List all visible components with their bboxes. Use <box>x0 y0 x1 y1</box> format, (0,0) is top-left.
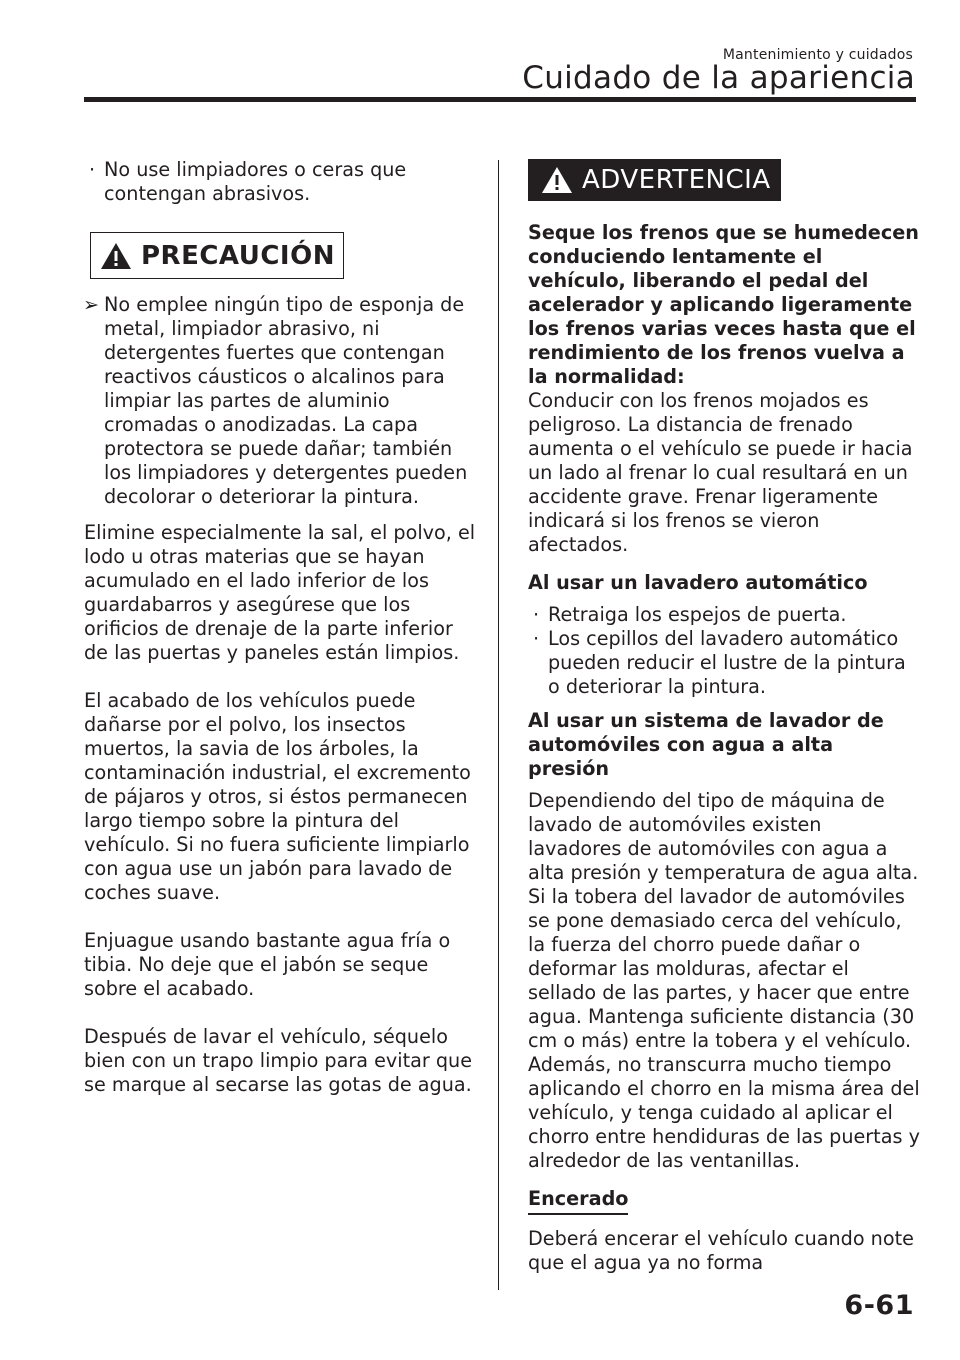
bullet-list <box>528 603 920 699</box>
bullet-list <box>84 158 476 206</box>
paragraph: Después de lavar el vehículo, séquelo bien con un trapo limpio para evitar que se marque al secarse las gotas de agua. <box>84 1025 473 1096</box>
caution-list <box>84 293 476 509</box>
warning-label-box <box>528 159 781 201</box>
list-item-text: Retraiga los espejos de puerta. <box>548 603 847 626</box>
list-item <box>83 293 476 509</box>
list-item-text: Los cepillos del lavadero automático pueden reducir el lustre de la pintura o deteriorar la pintura. <box>548 627 906 698</box>
warning-label: ADVERTENCIA <box>582 165 771 195</box>
bullet-dot: · <box>89 158 96 181</box>
caution-text: No emplee ningún tipo de esponja de metal, limpiador abrasivo, ni detergentes fuertes que contengan reactivos cáusticos o alcalinos para limpiar las partes de aluminio cromadas o anodizadas. La capa protectora se puede dañar; también los limpiadores y detergentes pueden decolorar o deteriorar la pintura. <box>104 293 468 508</box>
list-item <box>533 603 920 627</box>
paragraph: El acabado de los vehículos puede dañarse por el polvo, los insectos muertos, la savia de los árboles, la contaminación industrial, el excremento de pájaros y otros, si éstos permanecen largo tiempo sobre la pintura del vehículo. Si no fuera suficiente limpiarlo con agua use un jabón para lavado de coches suave. <box>84 689 471 904</box>
page-number: 6-61 <box>844 1290 914 1321</box>
bullet-dot: · <box>533 627 540 650</box>
paragraph: Dependiendo del tipo de máquina de lavado de automóviles existen lavadores de automóviles con agua a alta presión y temperatura de agua alta. Si la tobera del lavador de automóviles se pone demasiado cerca del vehículo, la fuerza del chorro puede dañar o deformar las molduras, afectar el sellado de las partes, y hacer que entre agua. Mantenga suficiente distancia (30 cm o más) entre la tobera y el vehículo. Además, no transcurra mucho tiempo aplicando el chorro en la misma área del vehículo, y tenga cuidado al aplicar el chorro entre hendiduras de las puertas y alrededor de las ventanillas. <box>528 789 920 1172</box>
subheading-underlined: Encerado <box>528 1187 628 1215</box>
warning-text: Conducir con los frenos mojados es peligroso. La distancia de frenado aumenta o el vehículo se puede ir hacia un lado al frenar lo cual resultará en un accidente grave. Frenar ligeramente indicará si los frenos se vieron afectados. <box>528 389 913 556</box>
column-divider <box>498 160 499 1290</box>
caution-label: PRECAUCIÓN <box>141 240 335 271</box>
warning-bold-text: Seque los frenos que se humedecen conduciendo lentamente el vehículo, liberando el pedal del acelerador y aplicando ligeramente los frenos varias veces hasta que el rendimiento de los frenos vuelva a la normalidad: <box>528 221 919 388</box>
paragraph: Enjuague usando bastante agua fría o tibia. No deje que el jabón se seque sobre el acabado. <box>84 929 451 1000</box>
caution-label-box <box>90 232 344 279</box>
paragraph: Deberá encerar el vehículo cuando note que el agua ya no forma <box>528 1227 914 1274</box>
list-item <box>533 627 920 699</box>
subheading: Al usar un lavadero automático <box>528 571 868 594</box>
arrow-bullet-icon: ➢ <box>83 293 100 316</box>
list-item <box>89 158 476 206</box>
header-rule <box>84 97 916 102</box>
header-section: Mantenimiento y cuidados <box>722 47 913 63</box>
left-column <box>84 158 476 1121</box>
paragraph: Elimine especialmente la sal, el polvo, el lodo u otras materias que se hayan acumulado en el lado inferior de los guardabarros y asegúrese que los orificios de drenaje de la parte inferior de las puertas y paneles están limpios. <box>84 521 476 664</box>
warning-triangle-icon <box>99 241 133 271</box>
bullet-dot: · <box>533 603 540 626</box>
list-item-text: No use limpiadores o ceras que contengan abrasivos. <box>104 158 407 205</box>
page-title: Cuidado de la apariencia <box>522 60 915 96</box>
right-column <box>528 159 920 1299</box>
warning-triangle-icon <box>540 165 574 195</box>
subheading: Al usar un sistema de lavador de automóviles con agua a alta presión <box>528 709 884 780</box>
